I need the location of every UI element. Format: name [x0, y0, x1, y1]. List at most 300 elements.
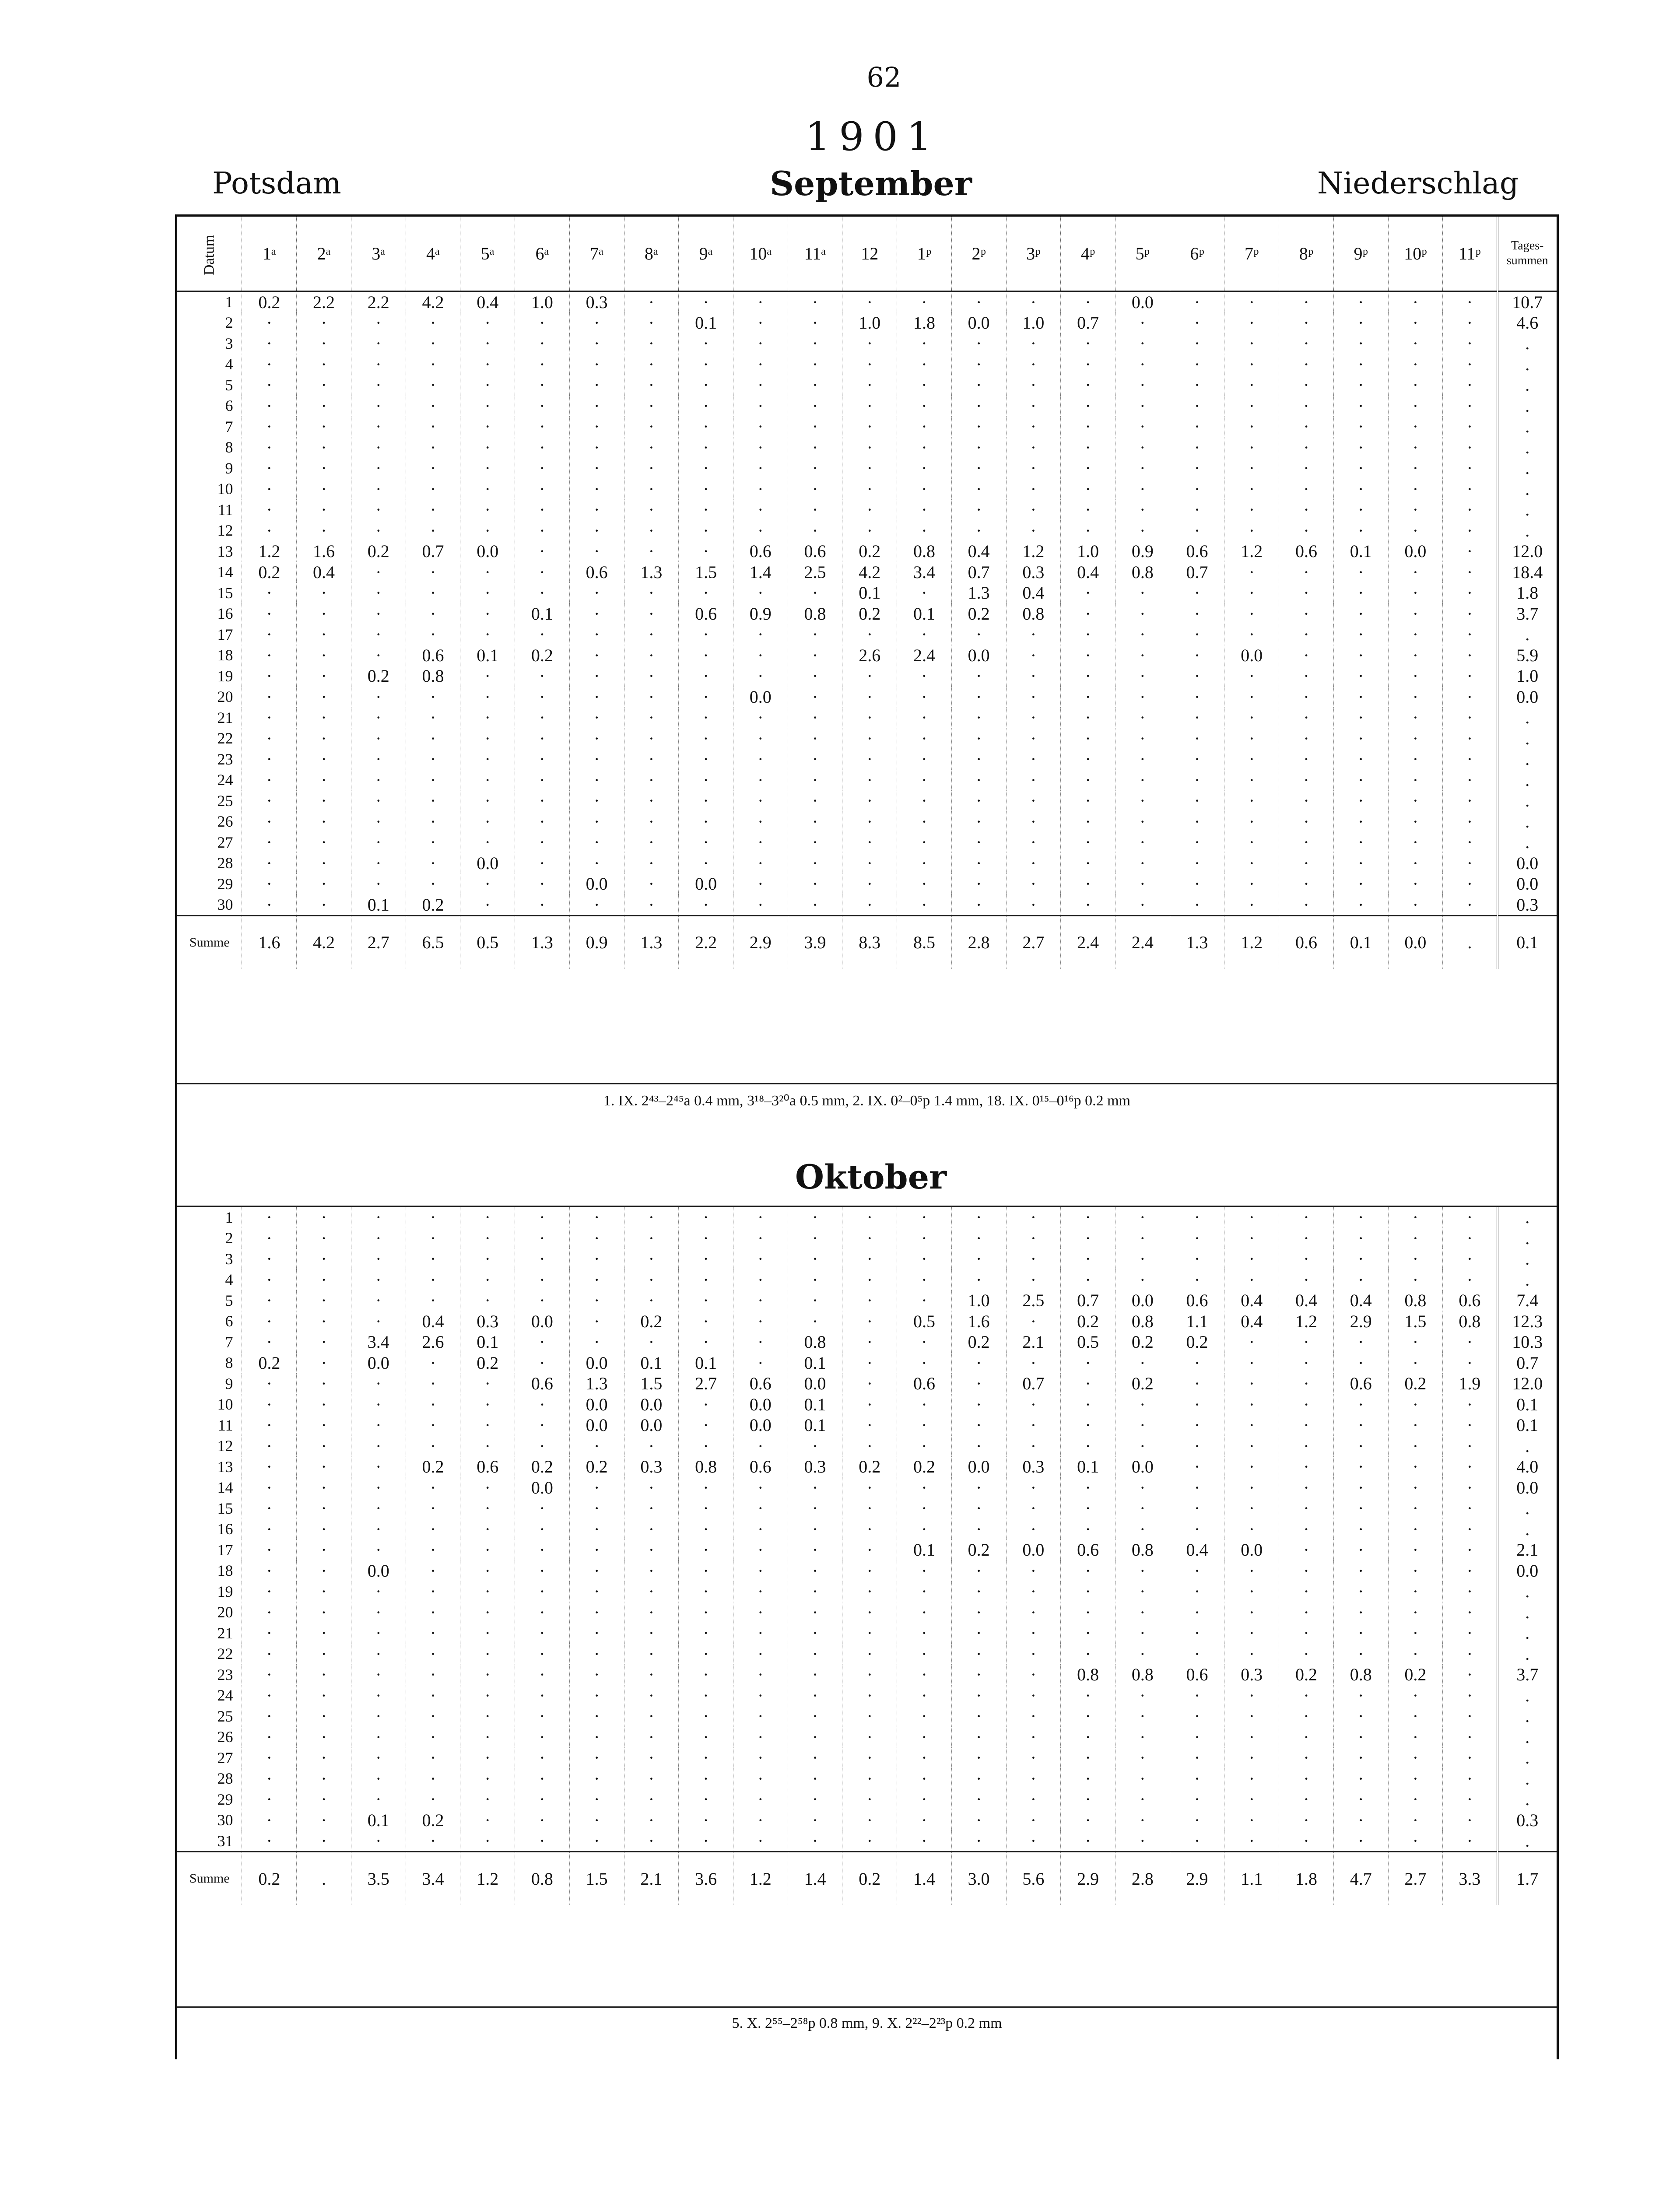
empty-cell: ·: [297, 1248, 351, 1269]
empty-cell: ·: [1006, 416, 1061, 437]
value-cell: 0.3: [1006, 562, 1061, 583]
empty-cell: ·: [1006, 479, 1061, 500]
day-label: 20: [217, 1603, 233, 1621]
empty-cell: ·: [1224, 728, 1279, 749]
empty-cell: ·: [460, 312, 515, 333]
empty-cell: ·: [515, 1581, 570, 1602]
empty-cell: ·: [242, 1269, 297, 1290]
empty-cell: ·: [569, 1560, 624, 1581]
empty-cell: ·: [1224, 1789, 1279, 1810]
day-label: 4: [225, 355, 233, 373]
empty-cell: ·: [515, 582, 570, 603]
daily-total-cell: 0.1: [1498, 1394, 1557, 1415]
empty-cell: ·: [1443, 645, 1498, 666]
empty-cell: ·: [897, 1332, 952, 1353]
value-cell: 0.8: [1115, 1311, 1170, 1332]
empty-cell: ·: [569, 894, 624, 916]
value-cell: 0.8: [1443, 1311, 1498, 1332]
empty-cell: ·: [297, 437, 351, 458]
empty-cell: ·: [406, 479, 460, 500]
empty-cell: ·: [297, 1830, 351, 1852]
empty-cell: ·: [624, 375, 679, 396]
empty-cell: ·: [897, 811, 952, 832]
empty-cell: ·: [1170, 811, 1224, 832]
empty-cell: ·: [842, 624, 897, 645]
empty-cell: ·: [1333, 333, 1388, 354]
empty-cell: ·: [897, 894, 952, 916]
empty-cell: ·: [351, 1290, 406, 1311]
empty-cell: ·: [569, 645, 624, 666]
table-row: [177, 1519, 1557, 1540]
empty-cell: ·: [624, 1436, 679, 1457]
empty-cell: ·: [897, 1727, 952, 1748]
empty-cell: ·: [1115, 687, 1170, 708]
sum-cell: 0.1: [1333, 915, 1388, 969]
empty-cell: ·: [951, 479, 1006, 500]
empty-cell: ·: [242, 437, 297, 458]
empty-cell: ·: [569, 582, 624, 603]
value-cell: 0.6: [1333, 1373, 1388, 1394]
empty-cell: ·: [842, 1498, 897, 1519]
sum-cell: 6.5: [406, 915, 460, 969]
empty-cell: ·: [951, 1353, 1006, 1374]
empty-cell: .: [1498, 790, 1557, 811]
empty-cell: ·: [515, 1332, 570, 1353]
empty-cell: ·: [515, 1498, 570, 1519]
empty-cell: ·: [1061, 1768, 1115, 1789]
empty-cell: ·: [1170, 1602, 1224, 1623]
empty-cell: ·: [515, 687, 570, 708]
day-label: 25: [217, 792, 233, 810]
empty-cell: ·: [1170, 1228, 1224, 1249]
table-row: [177, 1685, 1557, 1706]
empty-cell: ·: [406, 1581, 460, 1602]
empty-cell: ·: [569, 541, 624, 562]
empty-cell: ·: [406, 562, 460, 583]
empty-cell: ·: [460, 749, 515, 770]
empty-cell: ·: [1279, 603, 1334, 624]
empty-cell: ·: [1115, 749, 1170, 770]
empty-cell: ·: [1443, 333, 1498, 354]
daily-total-cell: 5.9: [1498, 645, 1557, 666]
station-name: Potsdam: [212, 166, 341, 201]
empty-cell: ·: [406, 603, 460, 624]
empty-cell: ·: [1443, 541, 1498, 562]
empty-cell: ·: [679, 333, 733, 354]
empty-cell: ·: [1224, 520, 1279, 541]
september-table: [177, 217, 1557, 969]
daily-total-cell: 0.0: [1498, 853, 1557, 874]
value-cell: 0.2: [951, 1332, 1006, 1353]
empty-cell: ·: [460, 333, 515, 354]
empty-cell: ·: [1224, 562, 1279, 583]
empty-cell: ·: [842, 1789, 897, 1810]
empty-cell: ·: [515, 333, 570, 354]
empty-cell: ·: [897, 1498, 952, 1519]
table-row: [177, 666, 1557, 687]
empty-cell: ·: [351, 873, 406, 894]
empty-cell: ·: [624, 1477, 679, 1498]
empty-cell: ·: [515, 1207, 570, 1228]
empty-cell: ·: [1443, 1353, 1498, 1374]
empty-cell: ·: [1006, 1810, 1061, 1831]
empty-cell: ·: [406, 1415, 460, 1436]
empty-cell: ·: [733, 354, 788, 375]
empty-cell: ·: [788, 645, 842, 666]
empty-cell: ·: [1279, 1477, 1334, 1498]
empty-cell: ·: [1115, 894, 1170, 916]
empty-cell: ·: [569, 1623, 624, 1644]
empty-cell: ·: [569, 624, 624, 645]
value-cell: 0.4: [951, 541, 1006, 562]
empty-cell: .: [1498, 437, 1557, 458]
empty-cell: ·: [1170, 1456, 1224, 1477]
empty-cell: ·: [679, 354, 733, 375]
day-label: 5: [225, 376, 233, 394]
value-cell: 0.7: [1061, 1290, 1115, 1311]
empty-cell: ·: [733, 1602, 788, 1623]
day-label: 24: [217, 1687, 233, 1704]
empty-cell: ·: [733, 770, 788, 791]
day-label: 18: [217, 1562, 233, 1580]
empty-cell: ·: [242, 520, 297, 541]
value-cell: 0.2: [406, 894, 460, 916]
empty-cell: ·: [624, 1519, 679, 1540]
empty-cell: ·: [1224, 1353, 1279, 1374]
empty-cell: ·: [406, 582, 460, 603]
empty-cell: ·: [1388, 853, 1443, 874]
hour-header: 12: [842, 217, 897, 291]
empty-cell: ·: [679, 1747, 733, 1768]
empty-cell: ·: [351, 1456, 406, 1477]
empty-cell: ·: [242, 873, 297, 894]
empty-cell: ·: [1333, 1248, 1388, 1269]
hour-header: 11ᵃ: [788, 217, 842, 291]
empty-cell: ·: [733, 645, 788, 666]
empty-cell: ·: [406, 1727, 460, 1748]
empty-cell: ·: [1115, 396, 1170, 417]
empty-cell: ·: [569, 1810, 624, 1831]
empty-cell: ·: [1006, 728, 1061, 749]
empty-cell: ·: [406, 1539, 460, 1560]
empty-cell: ·: [1279, 312, 1334, 333]
empty-cell: ·: [406, 749, 460, 770]
empty-cell: ·: [1170, 396, 1224, 417]
table-row: [177, 707, 1557, 728]
empty-cell: ·: [1224, 1519, 1279, 1540]
empty-cell: ·: [1224, 1436, 1279, 1457]
empty-cell: ·: [460, 1685, 515, 1706]
empty-cell: ·: [1170, 1644, 1224, 1665]
empty-cell: ·: [1443, 1644, 1498, 1665]
value-cell: 0.4: [1170, 1539, 1224, 1560]
value-cell: 0.1: [788, 1415, 842, 1436]
empty-cell: ·: [897, 520, 952, 541]
empty-cell: ·: [515, 853, 570, 874]
empty-cell: ·: [624, 1290, 679, 1311]
empty-cell: ·: [569, 1747, 624, 1768]
value-cell: 0.6: [788, 541, 842, 562]
day-label: 27: [217, 833, 233, 851]
empty-cell: .: [1498, 479, 1557, 500]
empty-cell: ·: [1279, 707, 1334, 728]
empty-cell: ·: [1388, 375, 1443, 396]
hour-header: 5ᵖ: [1115, 217, 1170, 291]
empty-cell: ·: [242, 1290, 297, 1311]
empty-cell: ·: [406, 1789, 460, 1810]
empty-cell: ·: [1443, 1810, 1498, 1831]
empty-cell: ·: [624, 1664, 679, 1685]
value-cell: 0.2: [1115, 1373, 1170, 1394]
empty-cell: ·: [1388, 811, 1443, 832]
empty-cell: ·: [1006, 1685, 1061, 1706]
empty-cell: ·: [242, 416, 297, 437]
value-cell: 0.0: [788, 1373, 842, 1394]
empty-cell: ·: [788, 479, 842, 500]
value-cell: 1.9: [1443, 1373, 1498, 1394]
empty-cell: ·: [951, 1706, 1006, 1727]
empty-cell: ·: [733, 1560, 788, 1581]
empty-cell: ·: [406, 1768, 460, 1789]
empty-cell: ·: [406, 396, 460, 417]
empty-cell: ·: [679, 645, 733, 666]
empty-cell: ·: [951, 1747, 1006, 1768]
value-cell: 1.0: [1006, 312, 1061, 333]
empty-cell: ·: [569, 1644, 624, 1665]
table-row: [177, 728, 1557, 749]
empty-cell: ·: [951, 1248, 1006, 1269]
empty-cell: ·: [842, 1207, 897, 1228]
empty-cell: ·: [1388, 770, 1443, 791]
empty-cell: ·: [1224, 354, 1279, 375]
empty-cell: ·: [297, 479, 351, 500]
empty-cell: ·: [1115, 499, 1170, 520]
empty-cell: ·: [624, 1706, 679, 1727]
sum-cell: 8.5: [897, 915, 952, 969]
hour-header: 2ᵖ: [951, 217, 1006, 291]
empty-cell: ·: [679, 1602, 733, 1623]
daily-total-cell: 3.7: [1498, 1664, 1557, 1685]
empty-cell: ·: [297, 624, 351, 645]
empty-cell: ·: [242, 1664, 297, 1685]
day-label: 7: [225, 1333, 233, 1351]
day-label: 15: [217, 1499, 233, 1517]
empty-cell: ·: [460, 687, 515, 708]
hour-header: 5ᵃ: [460, 217, 515, 291]
empty-cell: ·: [842, 832, 897, 853]
empty-cell: ·: [733, 1581, 788, 1602]
day-label: 11: [217, 501, 233, 519]
empty-cell: ·: [406, 520, 460, 541]
value-cell: 0.2: [569, 1456, 624, 1477]
daily-total-header: Tages-summen: [1498, 217, 1557, 291]
empty-cell: ·: [1333, 603, 1388, 624]
empty-cell: ·: [951, 1602, 1006, 1623]
empty-cell: ·: [1061, 479, 1115, 500]
hour-header: 3ᵃ: [351, 217, 406, 291]
empty-cell: ·: [1333, 1830, 1388, 1852]
empty-cell: ·: [569, 1581, 624, 1602]
empty-cell: ·: [842, 873, 897, 894]
empty-cell: .: [1498, 354, 1557, 375]
empty-cell: ·: [569, 499, 624, 520]
sum-cell: 3.4: [406, 1852, 460, 1905]
empty-cell: ·: [242, 375, 297, 396]
empty-cell: ·: [1224, 1581, 1279, 1602]
empty-cell: ·: [733, 1332, 788, 1353]
empty-cell: ·: [1279, 645, 1334, 666]
value-cell: 0.4: [406, 1311, 460, 1332]
table-row: [177, 1311, 1557, 1332]
empty-cell: ·: [1170, 832, 1224, 853]
empty-cell: ·: [1443, 1415, 1498, 1436]
empty-cell: ·: [897, 1207, 952, 1228]
empty-cell: ·: [1061, 832, 1115, 853]
empty-cell: ·: [242, 1477, 297, 1498]
table-row: [177, 1477, 1557, 1498]
empty-cell: ·: [788, 520, 842, 541]
empty-cell: ·: [460, 1706, 515, 1727]
empty-cell: ·: [351, 603, 406, 624]
value-cell: 0.1: [1061, 1456, 1115, 1477]
empty-cell: ·: [1224, 853, 1279, 874]
empty-cell: ·: [1006, 1436, 1061, 1457]
empty-cell: ·: [351, 1539, 406, 1560]
value-cell: 0.0: [624, 1394, 679, 1415]
empty-cell: ·: [788, 396, 842, 417]
empty-cell: ·: [1279, 1456, 1334, 1477]
empty-cell: ·: [1006, 1311, 1061, 1332]
day-label: 15: [217, 584, 233, 602]
empty-cell: ·: [788, 1207, 842, 1228]
empty-cell: ·: [242, 1207, 297, 1228]
day-label: 11: [217, 1416, 233, 1434]
empty-cell: ·: [788, 749, 842, 770]
value-cell: 0.9: [1115, 541, 1170, 562]
empty-cell: ·: [515, 811, 570, 832]
empty-cell: ·: [1279, 728, 1334, 749]
value-cell: 0.0: [515, 1311, 570, 1332]
empty-cell: ·: [1006, 1768, 1061, 1789]
empty-cell: .: [1498, 1644, 1557, 1665]
empty-cell: ·: [1443, 832, 1498, 853]
empty-cell: ·: [1333, 1228, 1388, 1249]
empty-cell: ·: [1333, 1498, 1388, 1519]
empty-cell: ·: [406, 873, 460, 894]
empty-cell: ·: [733, 582, 788, 603]
empty-cell: ·: [351, 1581, 406, 1602]
empty-cell: ·: [1006, 811, 1061, 832]
empty-cell: ·: [951, 1685, 1006, 1706]
hour-header: 4ᵖ: [1061, 217, 1115, 291]
hour-header: 9ᵖ: [1333, 217, 1388, 291]
value-cell: 0.8: [897, 541, 952, 562]
table-row: [177, 520, 1557, 541]
empty-cell: ·: [351, 1664, 406, 1685]
empty-cell: ·: [460, 1581, 515, 1602]
value-cell: 0.3: [460, 1311, 515, 1332]
empty-cell: ·: [897, 1768, 952, 1789]
day-label: 13: [217, 1458, 233, 1476]
empty-cell: ·: [1006, 1394, 1061, 1415]
empty-cell: ·: [951, 375, 1006, 396]
empty-cell: ·: [1443, 1332, 1498, 1353]
empty-cell: ·: [297, 458, 351, 479]
empty-cell: ·: [624, 666, 679, 687]
empty-cell: ·: [1115, 312, 1170, 333]
empty-cell: ·: [1006, 1789, 1061, 1810]
empty-cell: ·: [242, 312, 297, 333]
empty-cell: ·: [624, 687, 679, 708]
empty-cell: ·: [1170, 1436, 1224, 1457]
empty-cell: ·: [351, 1436, 406, 1457]
value-cell: 0.0: [351, 1353, 406, 1374]
empty-cell: ·: [242, 582, 297, 603]
value-cell: 0.3: [569, 291, 624, 312]
empty-cell: ·: [679, 1560, 733, 1581]
empty-cell: ·: [788, 894, 842, 916]
empty-cell: ·: [733, 1498, 788, 1519]
empty-cell: ·: [788, 832, 842, 853]
empty-cell: ·: [624, 873, 679, 894]
empty-cell: ·: [897, 333, 952, 354]
empty-cell: ·: [842, 811, 897, 832]
table-row: [177, 1436, 1557, 1457]
empty-cell: ·: [679, 811, 733, 832]
empty-cell: ·: [624, 624, 679, 645]
empty-cell: ·: [733, 1207, 788, 1228]
empty-cell: ·: [788, 1789, 842, 1810]
empty-cell: ·: [351, 749, 406, 770]
empty-cell: ·: [406, 687, 460, 708]
empty-cell: ·: [951, 1373, 1006, 1394]
empty-cell: ·: [733, 749, 788, 770]
empty-cell: ·: [733, 479, 788, 500]
empty-cell: ·: [515, 1706, 570, 1727]
empty-cell: ·: [679, 1311, 733, 1332]
empty-cell: ·: [1333, 645, 1388, 666]
empty-cell: ·: [1170, 873, 1224, 894]
empty-cell: ·: [1279, 562, 1334, 583]
day-label: 21: [217, 1624, 233, 1642]
value-cell: 0.6: [515, 1373, 570, 1394]
value-cell: 0.1: [1333, 541, 1388, 562]
hour-header: 7ᵖ: [1224, 217, 1279, 291]
empty-cell: ·: [351, 437, 406, 458]
empty-cell: ·: [1443, 375, 1498, 396]
value-cell: 0.8: [1115, 562, 1170, 583]
empty-cell: ·: [1333, 1415, 1388, 1436]
empty-cell: ·: [242, 1436, 297, 1457]
table-row: [177, 562, 1557, 583]
empty-cell: ·: [1115, 354, 1170, 375]
empty-cell: ·: [624, 1644, 679, 1665]
empty-cell: ·: [297, 1498, 351, 1519]
table-row: [177, 1394, 1557, 1415]
empty-cell: ·: [1170, 416, 1224, 437]
empty-cell: ·: [515, 873, 570, 894]
hour-header: 8ᵃ: [624, 217, 679, 291]
empty-cell: ·: [1224, 749, 1279, 770]
empty-cell: ·: [842, 1290, 897, 1311]
empty-cell: ·: [842, 1685, 897, 1706]
empty-cell: ·: [1388, 1747, 1443, 1768]
empty-cell: ·: [1115, 1789, 1170, 1810]
empty-cell: ·: [1388, 354, 1443, 375]
empty-cell: .: [1498, 1436, 1557, 1457]
empty-cell: ·: [1061, 728, 1115, 749]
hour-header: 1ᵖ: [897, 217, 952, 291]
